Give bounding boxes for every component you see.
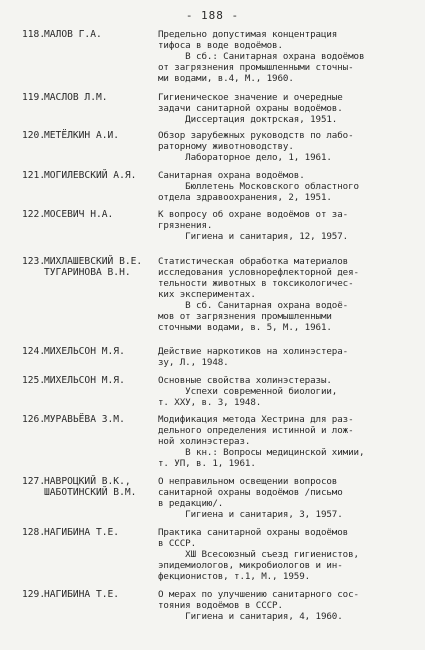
entry-number: 123. — [22, 256, 46, 267]
entry-line: К вопросу об охране водоёмов от за- — [158, 209, 349, 220]
entry-line: Лабораторное дело, 1, 1961. — [158, 152, 332, 163]
entry-text — [158, 92, 418, 125]
entry-line: в редакцию/. — [158, 498, 224, 509]
entry-author: МИХЛАШЕВСКИЙ В.Е. ТУГАРИНОВА В.Н. — [44, 256, 143, 278]
entry-line: ХШ Всесоюзный съезд гигиенистов, — [158, 549, 359, 560]
entry-author: МУРАВЬЁВА З.М. — [44, 414, 125, 425]
entry-text — [158, 476, 418, 520]
entry-author: МАСЛОВ Л.М. — [44, 92, 108, 103]
entry-line: В сб. Санитарная охрана водоё- — [158, 300, 349, 311]
entry-line: зу, Л., 1948. — [158, 357, 229, 368]
entry-line: Санитарная охрана водоёмов. — [158, 170, 305, 181]
entry-line: Статистическая обработка материалов — [158, 256, 349, 267]
entry-line: тельности животных в токсикологичес- — [158, 278, 354, 289]
entry-line: тифоса в воде водоёмов. — [158, 40, 283, 51]
entry-text — [158, 589, 418, 622]
entry-text — [158, 527, 418, 582]
entry-line: эпидемиологов, микробиологов и ин- — [158, 560, 343, 571]
entry-text — [158, 346, 418, 368]
entry-author: НАГИБИНА Т.Е. — [44, 527, 120, 538]
entry-author: МИХЕЛЬСОН М.Я. — [44, 346, 125, 357]
entry-line: Бюллетень Московского областного — [158, 181, 359, 192]
entry-number: 128. — [22, 527, 46, 538]
entry-line: О мерах по улучшению санитарного сос- — [158, 589, 359, 600]
entry-line: В сб.: Санитарная охрана водоёмов — [158, 51, 365, 62]
entry-line: фекционистов, т.1, М., 1959. — [158, 571, 311, 582]
entry-line: отдела здравоохранения, 2, 1951. — [158, 192, 332, 203]
entry-author: НАГИБИНА Т.Е. — [44, 589, 120, 600]
entry-line: Модификация метода Хестрина для раз- — [158, 414, 354, 425]
entry-text — [158, 209, 418, 242]
entry-number: 118. — [22, 29, 46, 40]
entry-line: в СССР. — [158, 538, 197, 549]
entry-text — [158, 29, 418, 84]
entry-line: раторному животноводству. — [158, 141, 294, 152]
entry-line: грязнения. — [158, 220, 213, 231]
entry-number: 126. — [22, 414, 46, 425]
entry-line: Гигиена и санитария, 3, 1957. — [158, 509, 343, 520]
entry-number: 119. — [22, 92, 46, 103]
entry-line: Основные свойства холинэстеразы. — [158, 375, 332, 386]
entry-author: МАЛОВ Г.А. — [44, 29, 102, 40]
entry-line: Гигиеническое значение и очередные — [158, 92, 343, 103]
entry-line: ной холинэстераз. — [158, 436, 251, 447]
entry-line: Гигиена и санитария, 4, 1960. — [158, 611, 343, 622]
entry-line: В кн.: Вопросы медицинской химии, — [158, 447, 365, 458]
entry-line: Успехи современной биологии, — [158, 386, 338, 397]
entry-author: МОСЕВИЧ Н.А. — [44, 209, 114, 220]
entry-line: Гигиена и санитария, 12, 1957. — [158, 231, 349, 242]
entry-line: ких экспериментах. — [158, 289, 256, 300]
entry-text — [158, 170, 418, 203]
entry-number: 124. — [22, 346, 46, 357]
entry-number: 121. — [22, 170, 46, 181]
entry-line: мов от загрязнения промышленными — [158, 311, 332, 322]
entry-text — [158, 256, 418, 333]
entry-number: 120. — [22, 130, 46, 141]
entry-line: О неправильном освещении вопросов — [158, 476, 338, 487]
entry-line: т. ХХУ, в. 3, 1948. — [158, 397, 262, 408]
entry-line: санитарной охраны водоёмов /письмо — [158, 487, 343, 498]
entry-author: МЕТЁЛКИН А.И. — [44, 130, 120, 141]
entry-line: исследования условнорефлекторной дея- — [158, 267, 359, 278]
entry-line: Диссертация доктрская, 1951. — [158, 114, 338, 125]
entry-text — [158, 130, 418, 163]
entry-line: сточными водами, в. 5, М., 1961. — [158, 322, 332, 333]
entry-author: НАВРОЦКИЙ В.К., ШАБОТИНСКИЙ В.М. — [44, 476, 137, 498]
entry-line: от загрязнения промышленными сточны- — [158, 62, 354, 73]
entry-line: Предельно допустимая концентрация — [158, 29, 338, 40]
entry-number: 122. — [22, 209, 46, 220]
entry-line: ми водами, в.4, М., 1960. — [158, 73, 294, 84]
entry-line: дельного определения истинной и лож- — [158, 425, 354, 436]
entry-text — [158, 375, 418, 408]
entry-number: 129. — [22, 589, 46, 600]
entry-author: МИХЕЛЬСОН М.Я. — [44, 375, 125, 386]
entry-line: задачи санитарной охраны водоёмов. — [158, 103, 343, 114]
page-number: - 188 - — [185, 9, 240, 22]
entry-author: МОГИЛЕВСКИЙ А.Я. — [44, 170, 137, 181]
entry-number: 125. — [22, 375, 46, 386]
entry-line: т. УП, в. 1, 1961. — [158, 458, 256, 469]
entry-line: Практика санитарной охраны водоёмов — [158, 527, 349, 538]
entry-text — [158, 414, 418, 469]
entry-number: 127. — [22, 476, 46, 487]
entry-line: Действие наркотиков на холинэстера- — [158, 346, 349, 357]
entry-line: Обзор зарубежных руководств по лабо- — [158, 130, 354, 141]
entry-line: тояния водоёмов в СССР. — [158, 600, 283, 611]
